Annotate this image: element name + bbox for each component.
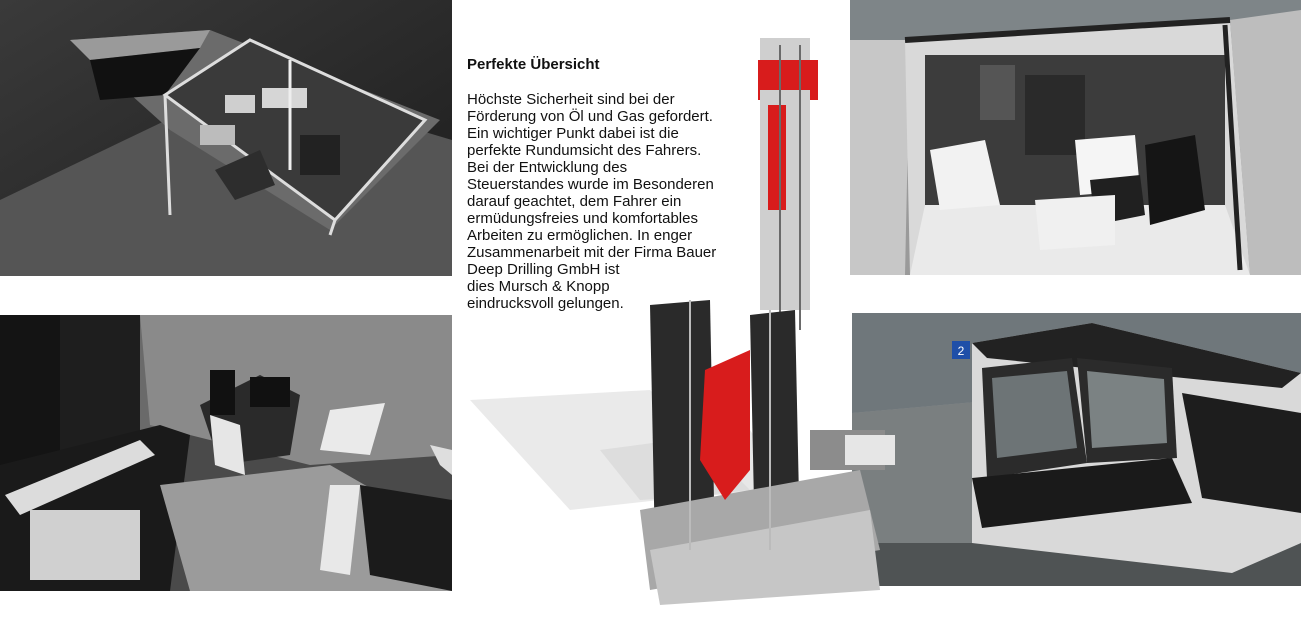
body-line: darauf geachtet, dem Fahrer ein xyxy=(467,193,682,210)
hall-sign-number: 2 xyxy=(957,344,965,358)
body-line: Förderung von Öl und Gas gefordert. xyxy=(467,108,713,125)
article-text xyxy=(467,56,752,312)
cabin-interior-left-image xyxy=(0,315,452,591)
body-line: dies Mursch & Knopp xyxy=(467,278,610,295)
body-line: Höchste Sicherheit sind bei der xyxy=(467,91,675,108)
body-line: Bei der Entwicklung des xyxy=(467,159,628,176)
article-body xyxy=(467,91,752,312)
body-line: eindrucksvoll gelungen. xyxy=(467,295,624,312)
body-line: perfekte Rundumsicht des Fahrers. xyxy=(467,142,702,159)
cabin-container-hall-image xyxy=(852,313,1301,586)
cabin-interior-right-image xyxy=(850,0,1301,275)
body-line: Deep Drilling GmbH ist xyxy=(467,261,620,278)
body-line: ermüdungsfreies und komfortables xyxy=(467,210,698,227)
body-line: Ein wichtiger Punkt dabei ist die xyxy=(467,125,679,142)
body-line: Steuerstandes wurde im Besonderen xyxy=(467,176,714,193)
cabin-top-view-image xyxy=(0,0,452,276)
article-heading: Perfekte Übersicht xyxy=(467,56,600,73)
body-line: Arbeiten zu ermöglichen. In enger xyxy=(467,227,693,244)
body-line: Zusammenarbeit mit der Firma Bauer xyxy=(467,244,717,261)
